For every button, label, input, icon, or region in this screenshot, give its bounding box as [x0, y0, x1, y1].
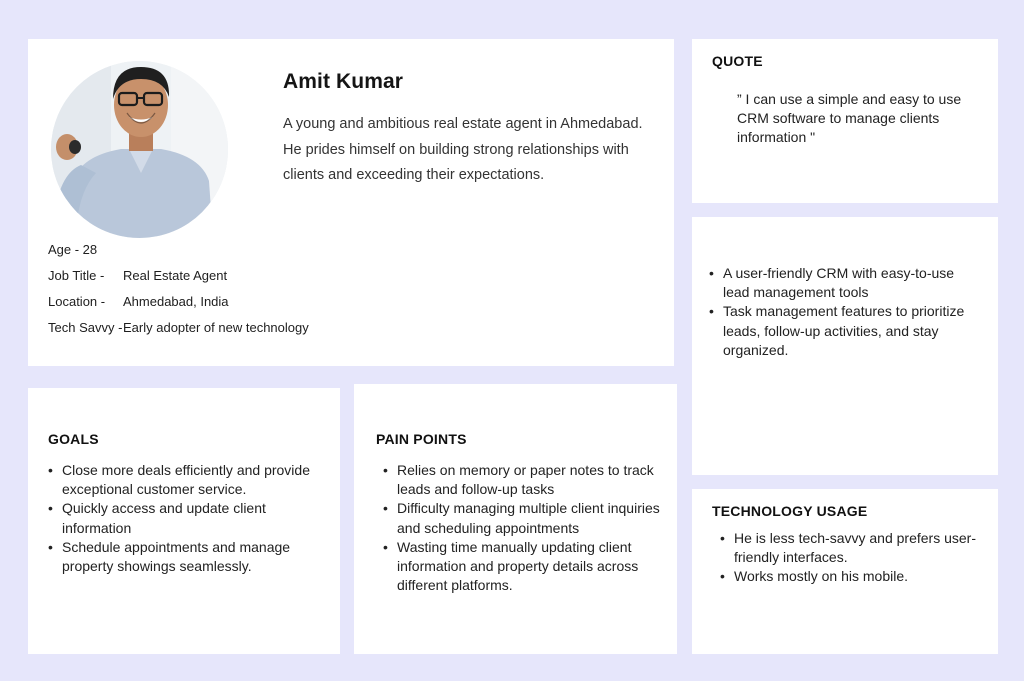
quote-card	[692, 39, 998, 203]
quote-heading: QUOTE	[712, 53, 763, 69]
technology-list	[720, 529, 982, 587]
list-item: • Schedule appointments and manage property showings seamlessly.	[48, 538, 324, 576]
list-item: • Relies on memory or paper notes to track leads and follow-up tasks	[383, 461, 665, 499]
goals-list	[48, 461, 324, 576]
technology-card	[692, 489, 998, 654]
persona-name: Amit Kumar	[283, 70, 404, 93]
age-label: Age - 28	[48, 242, 98, 257]
avatar-photo	[51, 61, 228, 238]
fact-value: Real Estate Agent	[123, 268, 228, 283]
pain-points-card	[354, 384, 677, 654]
list-item: • Wasting time manually updating client information and property details across different platforms.	[383, 538, 665, 596]
fact-age	[48, 242, 97, 257]
list-item: • Works mostly on his mobile.	[720, 567, 982, 586]
list-item: • He is less tech-savvy and prefers user-friendly interfaces.	[720, 529, 982, 567]
goals-card	[28, 388, 340, 654]
list-item: • Task management features to prioritize leads, follow-up activities, and stay organized.	[709, 302, 979, 360]
persona-bio: A young and ambitious real estate agent in Ahmedabad. He prides himself on building strong relationships with clients and exceeding their expectations.	[283, 116, 643, 183]
needs-card	[692, 217, 998, 475]
list-item: • Quickly access and update client information	[48, 499, 324, 537]
profile-card	[28, 39, 674, 366]
list-item: • Close more deals efficiently and provide exceptional customer service.	[48, 461, 324, 499]
list-item: • Difficulty managing multiple client inquiries and scheduling appointments	[383, 499, 665, 537]
pain-points-list	[383, 461, 665, 595]
avatar	[51, 61, 228, 238]
technology-heading: TECHNOLOGY USAGE	[712, 503, 868, 519]
fact-label: Location -	[48, 294, 106, 309]
needs-list	[709, 264, 979, 360]
fact-value: Ahmedabad, India	[123, 294, 229, 309]
pain-points-heading: PAIN POINTS	[376, 431, 467, 447]
list-item: • A user-friendly CRM with easy-to-use lead management tools	[709, 264, 979, 302]
fact-label: Job Title -	[48, 268, 105, 283]
fact-label: Tech Savvy -	[48, 320, 123, 335]
fact-value: Early adopter of new technology	[123, 320, 309, 335]
goals-heading: GOALS	[48, 431, 99, 447]
quote-text: ” I can use a simple and easy to use CRM software to manage clients information "	[737, 91, 962, 146]
